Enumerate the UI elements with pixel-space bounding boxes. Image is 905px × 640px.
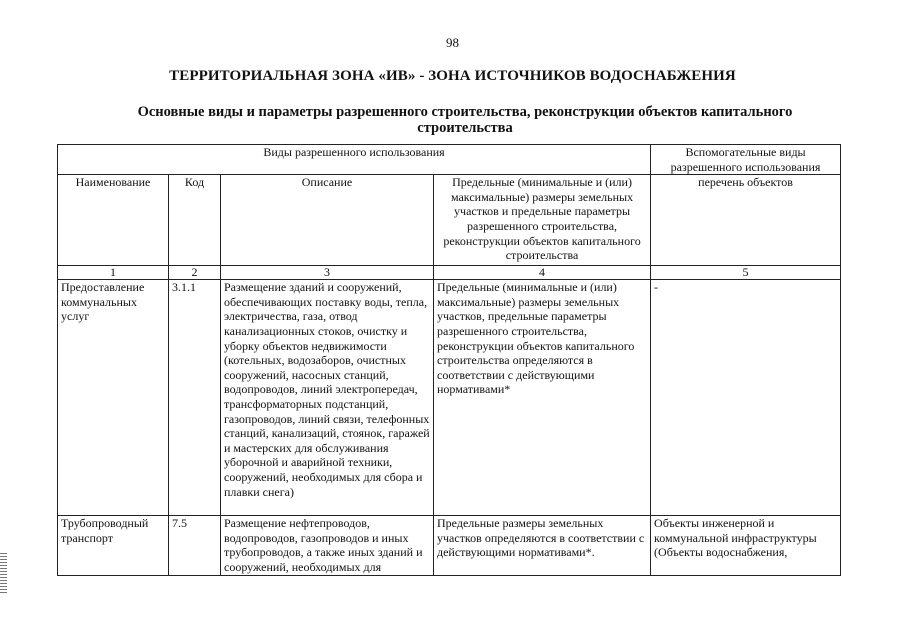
row-name: Трубопроводный транспорт — [58, 516, 169, 575]
column-number: 3 — [221, 266, 434, 280]
column-header-name: Наименование — [58, 175, 169, 266]
row-description: Размещение нефтепроводов, водопроводов, газопроводов и иных трубопроводов, а также иных зданий и сооружений, необходимых для — [221, 516, 434, 575]
row-description: Размещение зданий и сооружений, обеспечивающих поставку воды, тепла, электричества, газа, отвод канализационных стоков, очистку и уборку объектов недвижимости (котельных, водозаборов, очистных сооружений, насосных станций, водопроводов, линий электропередач, трансформаторных подстанций, газопроводов, линий связи, телефонных станций, канализаций, стоянок, гаражей и мастерских для обслуживания уборочной и аварийной техники, сооружений, необходимых для сбора и плавки снега) — [221, 280, 434, 516]
group-header: Виды разрешенного использования — [58, 145, 651, 175]
row-limits: Предельные размеры земельных участков определяются в соответствии с действующими нормативами*. — [434, 516, 651, 575]
column-number: 1 — [58, 266, 169, 280]
column-header-objects: перечень объектов — [651, 175, 841, 266]
aux-header: Вспомогательные виды разрешенного использования — [651, 145, 841, 175]
row-code: 3.1.1 — [169, 280, 221, 516]
column-header-code: Код — [169, 175, 221, 266]
column-header-limits: Предельные (минимальные и (или) максимальные) размеры земельных участков и предельные параметры разрешенного строительства, реконструкции объектов капитального строительства — [434, 175, 651, 266]
table-row — [58, 280, 841, 516]
scan-edge-mark — [0, 553, 7, 593]
land-use-table — [57, 144, 841, 576]
table-row — [58, 516, 841, 575]
page-number: 98 — [446, 35, 459, 50]
column-number: 4 — [434, 266, 651, 280]
row-objects: Объекты инженерной и коммунальной инфраструктуры (Объекты водоснабжения, — [651, 516, 841, 575]
column-number: 5 — [651, 266, 841, 280]
row-code: 7.5 — [169, 516, 221, 575]
column-header-description: Описание — [221, 175, 434, 266]
page-subtitle: Основные виды и параметры разрешенного строительства, реконструкции объектов капитального строительства — [137, 104, 793, 136]
row-name: Предоставление коммунальных услуг — [58, 280, 169, 516]
row-objects: - — [651, 280, 841, 516]
row-limits: Предельные (минимальные и (или) максимальные) размеры земельных участков, предельные параметры разрешенного строительства, реконструкции объектов капитального строительства определяются в соответствии с действующими нормативами* — [434, 280, 651, 516]
page-title: ТЕРРИТОРИАЛЬНАЯ ЗОНА «ИВ» - ЗОНА ИСТОЧНИКОВ ВОДОСНАБЖЕНИЯ — [169, 68, 736, 84]
column-number: 2 — [169, 266, 221, 280]
